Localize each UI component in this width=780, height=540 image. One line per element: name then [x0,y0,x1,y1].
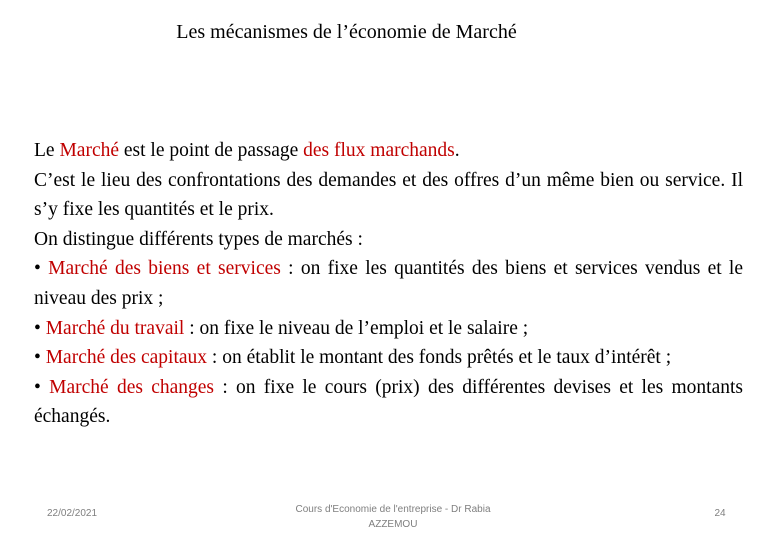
slide-title: Les mécanismes de l’économie de Marché [176,21,517,43]
bullet-label: Marché des capitaux [45,347,208,369]
footer-course-line1: Cours d'Economie de l'entreprise - Dr Rabia [295,504,491,515]
footer-course-line2: AZZEMOU [368,519,418,530]
intro-marche-highlight: Marché [59,140,120,161]
bullet-text: : on fixe le niveau de l’emploi et le salaire ; [184,317,529,339]
bullet-mark: • [34,376,50,398]
bullet-mark: • [34,317,46,339]
slide-body [34,136,743,432]
bullet-text: : on fixe le cours (prix) des différentes devises et les montants échangés. [34,376,743,428]
bullet-label: Marché des changes [49,376,215,398]
footer-date: 22/02/2021 [47,508,98,519]
intro-text-3: . [454,140,460,161]
footer-page-number: 24 [714,508,726,519]
bullet-travail [34,314,743,344]
bullet-label: Marché des biens et services [48,258,281,280]
bullet-changes [34,373,743,432]
bullet-text: : on fixe les quantités des biens et services vendus et le niveau des prix ; [34,258,744,309]
intro-text-1: Le [34,140,60,161]
bullet-mark: • [34,258,49,280]
bullet-label: Marché du travail [45,317,185,339]
bullet-text: : on établit le montant des fonds prêtés et le taux d’intérêt ; [207,347,672,369]
bullet-mark: • [34,347,46,369]
bullet-capitaux [34,343,743,373]
paragraph-types-intro: On distingue différents types de marchés : [34,228,363,250]
footer-course [273,502,513,532]
paragraph-definition: C’est le lieu des confrontations des demandes et des offres d’un même bien ou service. Il s’y fixe les quantités et le prix. [34,169,743,221]
bullet-biens-services [34,254,743,313]
intro-text-2: est le point de passage [119,140,304,161]
paragraph-intro [34,136,743,166]
intro-flux-highlight: des flux marchands [303,140,455,161]
